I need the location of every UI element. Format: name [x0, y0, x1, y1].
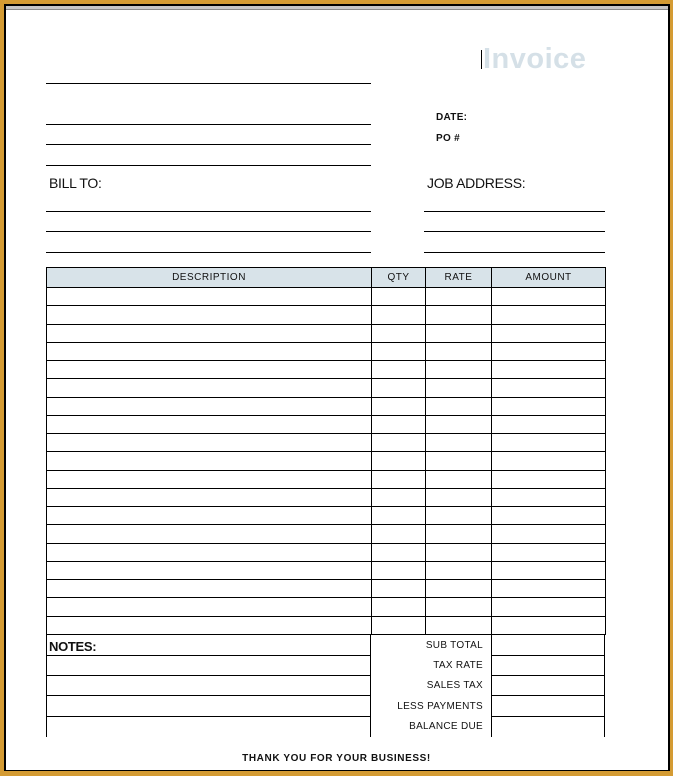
cell-description[interactable] — [47, 288, 372, 306]
invoice-title[interactable]: Invoice — [483, 43, 587, 75]
company-line-1[interactable] — [46, 83, 371, 84]
cell-amount[interactable] — [492, 397, 606, 415]
cell-description[interactable] — [47, 580, 372, 598]
table-row — [47, 507, 606, 525]
job-address-line-1[interactable] — [424, 211, 605, 212]
cell-amount[interactable] — [492, 525, 606, 543]
po-label: PO # — [436, 133, 460, 144]
sub-total-field[interactable] — [492, 635, 604, 654]
cell-rate[interactable] — [426, 306, 492, 324]
date-label: DATE: — [436, 112, 468, 123]
table-row — [47, 598, 606, 616]
cell-amount[interactable] — [492, 452, 606, 470]
cell-qty[interactable] — [372, 434, 426, 452]
cell-description[interactable] — [47, 616, 372, 634]
job-address-line-2[interactable] — [424, 231, 605, 232]
items-body — [47, 288, 606, 635]
cell-description[interactable] — [47, 452, 372, 470]
po-field[interactable] — [475, 131, 605, 145]
date-field[interactable] — [475, 110, 605, 124]
sales-tax-label: SALES TAX — [426, 680, 483, 691]
cell-description[interactable] — [47, 324, 372, 342]
job-address-label: JOB ADDRESS: — [427, 175, 526, 191]
thank-you-message: THANK YOU FOR YOUR BUSINESS! — [242, 753, 431, 764]
balance-due-label: BALANCE DUE — [409, 721, 483, 732]
cell-amount[interactable] — [492, 342, 606, 360]
cell-description[interactable] — [47, 543, 372, 561]
cell-qty[interactable] — [372, 488, 426, 506]
sales-tax-field[interactable] — [492, 676, 604, 695]
cell-rate[interactable] — [426, 616, 492, 634]
job-address-line-3[interactable] — [424, 252, 605, 253]
cell-rate[interactable] — [426, 543, 492, 561]
cell-rate[interactable] — [426, 397, 492, 415]
cell-qty[interactable] — [372, 397, 426, 415]
cell-qty[interactable] — [372, 452, 426, 470]
table-row — [47, 324, 606, 342]
cell-qty[interactable] — [372, 342, 426, 360]
bill-to-label: BILL TO: — [49, 175, 102, 191]
cell-amount[interactable] — [492, 488, 606, 506]
notes-line-2[interactable] — [46, 675, 371, 676]
column-header-amount: AMOUNT — [492, 268, 606, 288]
cell-rate[interactable] — [426, 507, 492, 525]
cell-qty[interactable] — [372, 379, 426, 397]
tax-rate-label: TAX RATE — [433, 660, 483, 671]
cell-rate[interactable] — [426, 488, 492, 506]
cell-amount[interactable] — [492, 616, 606, 634]
table-header-row — [47, 268, 606, 288]
cell-amount[interactable] — [492, 306, 606, 324]
table-row — [47, 488, 606, 506]
cell-amount[interactable] — [492, 543, 606, 561]
table-row — [47, 561, 606, 579]
cell-amount[interactable] — [492, 361, 606, 379]
cell-qty[interactable] — [372, 507, 426, 525]
cell-rate[interactable] — [426, 342, 492, 360]
cell-qty[interactable] — [372, 324, 426, 342]
column-header-rate: RATE — [426, 268, 492, 288]
table-row — [47, 361, 606, 379]
less-payments-label: LESS PAYMENTS — [397, 701, 483, 712]
cell-qty[interactable] — [372, 543, 426, 561]
cell-description[interactable] — [47, 561, 372, 579]
cell-description[interactable] — [47, 415, 372, 433]
items-table — [46, 267, 606, 635]
cell-description[interactable] — [47, 379, 372, 397]
cell-rate[interactable] — [426, 525, 492, 543]
sub-total-label: SUB TOTAL — [425, 640, 483, 651]
table-row — [47, 470, 606, 488]
table-row — [47, 434, 606, 452]
balance-due-field[interactable] — [492, 717, 604, 736]
table-row — [47, 306, 606, 324]
cell-amount[interactable] — [492, 324, 606, 342]
cell-qty[interactable] — [372, 580, 426, 598]
notes-left-border — [46, 634, 47, 737]
notes-totals-area — [46, 634, 605, 737]
notes-line-4[interactable] — [46, 716, 371, 717]
cell-description[interactable] — [47, 397, 372, 415]
cell-description[interactable] — [47, 598, 372, 616]
cell-amount[interactable] — [492, 434, 606, 452]
company-line-2[interactable] — [46, 124, 371, 125]
cell-description[interactable] — [47, 342, 372, 360]
totals-right-border — [604, 634, 605, 737]
cell-description[interactable] — [47, 488, 372, 506]
cell-qty[interactable] — [372, 470, 426, 488]
less-payments-field[interactable] — [492, 696, 604, 715]
cell-qty[interactable] — [372, 525, 426, 543]
cell-rate[interactable] — [426, 288, 492, 306]
cell-amount[interactable] — [492, 288, 606, 306]
cell-qty[interactable] — [372, 598, 426, 616]
bill-to-line-1[interactable] — [46, 211, 371, 212]
text-cursor — [481, 50, 482, 69]
cell-description[interactable] — [47, 434, 372, 452]
cell-rate[interactable] — [426, 361, 492, 379]
cell-amount[interactable] — [492, 598, 606, 616]
cell-qty[interactable] — [372, 361, 426, 379]
top-bar — [6, 6, 668, 10]
cell-qty[interactable] — [372, 306, 426, 324]
cell-amount[interactable] — [492, 379, 606, 397]
table-row — [47, 397, 606, 415]
cell-description[interactable] — [47, 361, 372, 379]
cell-rate[interactable] — [426, 580, 492, 598]
tax-rate-field[interactable] — [492, 656, 604, 675]
table-row — [47, 288, 606, 306]
table-row — [47, 342, 606, 360]
cell-description[interactable] — [47, 507, 372, 525]
cell-rate[interactable] — [426, 452, 492, 470]
cell-amount[interactable] — [492, 415, 606, 433]
cell-rate[interactable] — [426, 379, 492, 397]
cell-rate[interactable] — [426, 415, 492, 433]
cell-amount[interactable] — [492, 507, 606, 525]
table-row — [47, 616, 606, 634]
cell-rate[interactable] — [426, 324, 492, 342]
cell-rate[interactable] — [426, 598, 492, 616]
notes-label: NOTES: — [49, 639, 97, 654]
cell-amount[interactable] — [492, 561, 606, 579]
column-header-qty: QTY — [372, 268, 426, 288]
bill-to-line-3[interactable] — [46, 252, 371, 253]
cell-rate[interactable] — [426, 561, 492, 579]
cell-amount[interactable] — [492, 470, 606, 488]
notes-line-3[interactable] — [46, 695, 371, 696]
cell-qty[interactable] — [372, 288, 426, 306]
cell-description[interactable] — [47, 306, 372, 324]
table-row — [47, 525, 606, 543]
column-header-description: DESCRIPTION — [47, 268, 372, 288]
cell-rate[interactable] — [426, 434, 492, 452]
bill-to-line-2[interactable] — [46, 231, 371, 232]
table-row — [47, 580, 606, 598]
cell-amount[interactable] — [492, 580, 606, 598]
company-line-4[interactable] — [46, 165, 371, 166]
cell-qty[interactable] — [372, 415, 426, 433]
cell-qty[interactable] — [372, 561, 426, 579]
cell-qty[interactable] — [372, 616, 426, 634]
cell-description[interactable] — [47, 525, 372, 543]
notes-line-1[interactable] — [46, 655, 371, 656]
table-row — [47, 543, 606, 561]
cell-rate[interactable] — [426, 470, 492, 488]
cell-description[interactable] — [47, 470, 372, 488]
table-row — [47, 452, 606, 470]
table-row — [47, 415, 606, 433]
table-row — [47, 379, 606, 397]
company-line-3[interactable] — [46, 144, 371, 145]
